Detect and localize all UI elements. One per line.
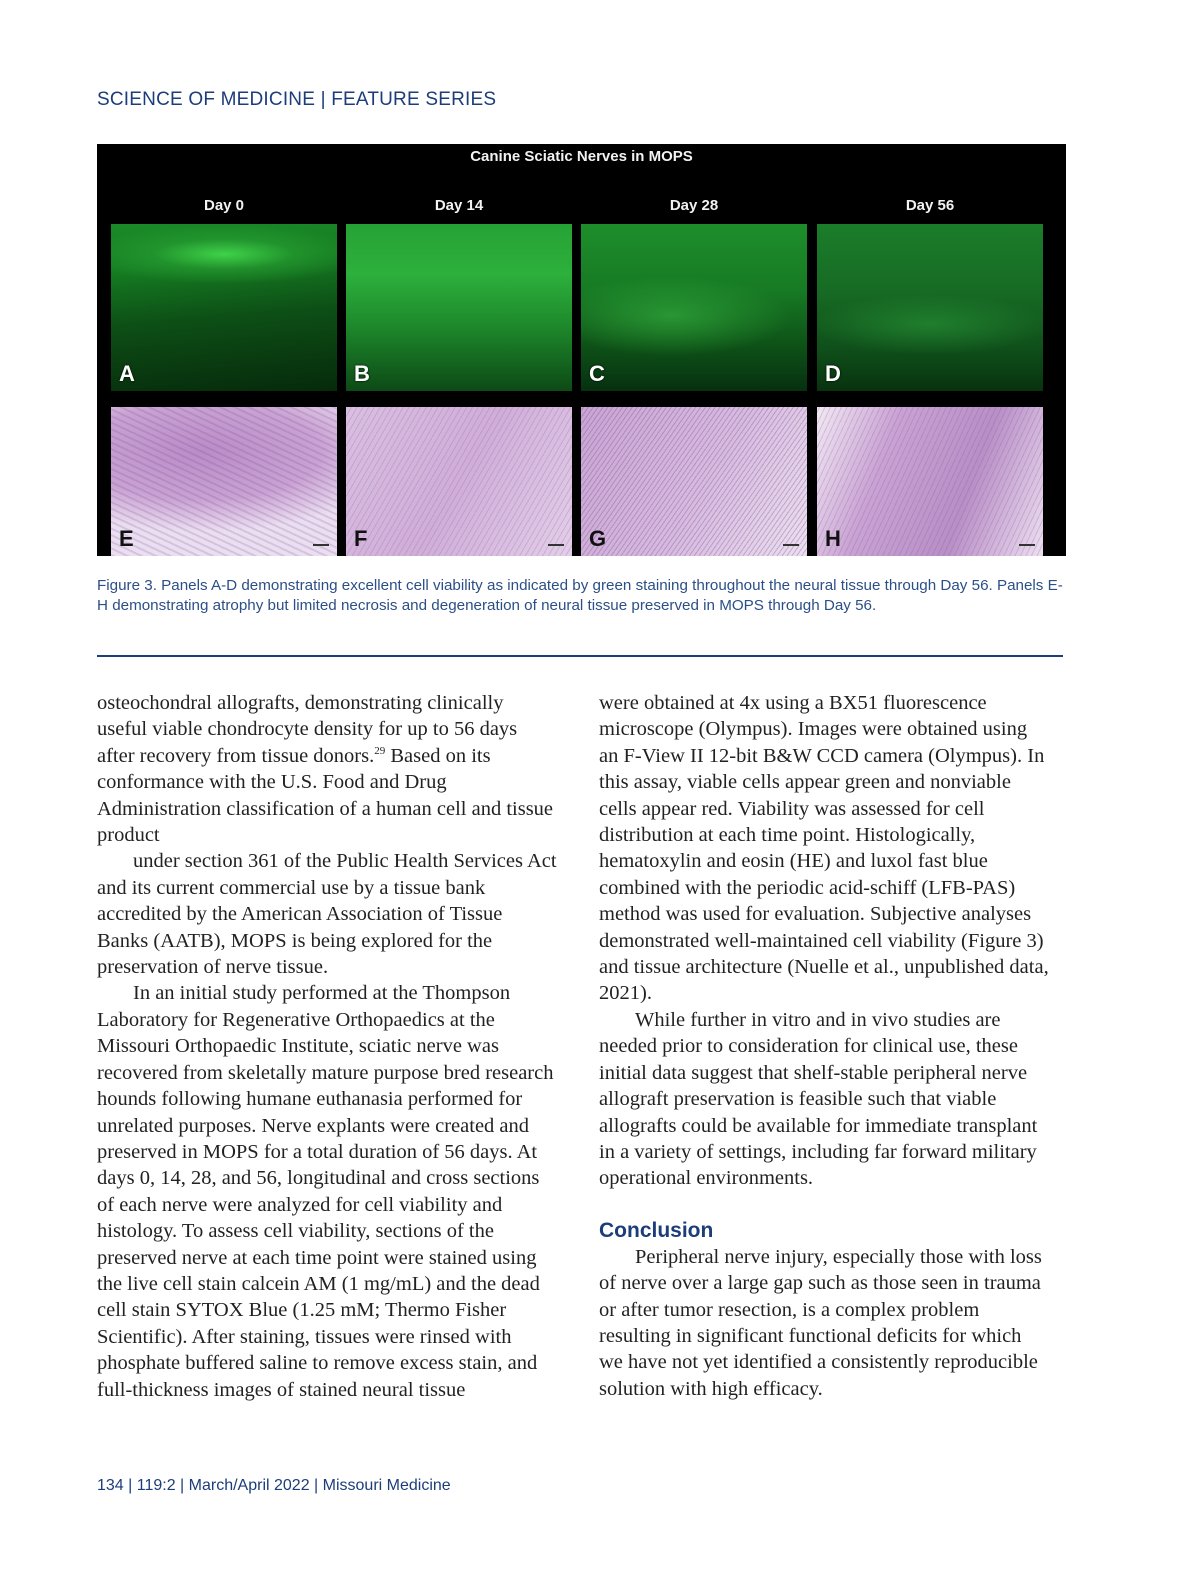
page-footer: 134 | 119:2 | March/April 2022 | Missouri Medicine bbox=[97, 1477, 451, 1494]
day-label-56: Day 56 bbox=[905, 197, 955, 214]
citation-superscript: 29 bbox=[374, 744, 386, 757]
panel-label: D bbox=[825, 361, 841, 386]
scale-bar bbox=[1019, 544, 1035, 546]
day-label-28: Day 28 bbox=[669, 197, 719, 214]
panel-b-fluorescence bbox=[346, 224, 572, 391]
paragraph: were obtained at 4x using a BX51 fluorescence microscope (Olympus). Images were obtained using an F-View II 12-bit B&W CCD camera (Olympus). In this assay, viable cells appear green and nonviable cells appear red. Viability was assessed for cell distribution at each time point. Histologically, hematoxylin and eosin (HE) and luxol fast blue combined with the periodic acid-schiff (LFB-PAS) method was used for evaluation. Subjective analyses demonstrated well-maintained cell viability (Figure 3) and tissue architecture (Nuelle et al., unpublished data, 2021). bbox=[599, 692, 1049, 1005]
figure-3 bbox=[97, 144, 1066, 556]
figure-caption: Figure 3. Panels A-D demonstrating excellent cell viability as indicated by green staining throughout the neural tissue through Day 56. Panels E-H demonstrating atrophy but limited necrosis and degeneration of neural tissue preserved in MOPS through Day 56. bbox=[97, 577, 1063, 614]
panel-c-fluorescence bbox=[581, 224, 807, 391]
paragraph-text: osteochondral allografts, demonstrating clinically useful viable chondrocyte density for up to 56 days after recovery from tissue donors. bbox=[97, 692, 518, 767]
panel-f-histology bbox=[346, 407, 572, 556]
panel-label: G bbox=[589, 526, 607, 551]
paragraph: In an initial study performed at the Thompson Laboratory for Regenerative Orthopaedics at the Missouri Orthopaedic Institute, sciatic nerve was recovered from skeletally mature purpose bred research hounds following humane euthanasia performed for unrelated purposes. Nerve explants were created and preserved in MOPS for a total duration of 56 days. At days 0, 14, 28, and 56, longitudinal and cross sections of each nerve were analyzed for cell viability and histology. To assess cell viability, sections of the preserved nerve at each time point were stained using the live cell stain calcein AM (1 mg/mL) and the dead cell stain SYTOX Blue (1.25 mM; Thermo Fisher Scientific). After staining, tissues were rinsed with phosphate buffered saline to remove excess stain, and full-thickness images of stained neural tissue bbox=[97, 982, 554, 1401]
paragraph: under section 361 of the Public Health Services Act and its current commercial use by a tissue bank accredited by the American Association of Tissue Banks (AATB), MOPS is being explored for the preservation of nerve tissue. bbox=[97, 850, 557, 979]
day-label-14: Day 14 bbox=[434, 197, 484, 214]
paragraph: While further in vitro and in vivo studies are needed prior to consideration for clinical use, these initial data suggest that shelf-stable peripheral nerve allograft preservation is feasible such that viable allografts could be available for immediate transplant in a variety of settings, including far forward military operational environments. bbox=[599, 1008, 1038, 1190]
panel-label: C bbox=[589, 361, 605, 386]
left-column bbox=[97, 690, 557, 1403]
day-label-0: Day 0 bbox=[203, 197, 245, 214]
panel-a-fluorescence bbox=[111, 224, 337, 391]
divider bbox=[97, 655, 1063, 657]
panel-label: B bbox=[354, 361, 370, 386]
scale-bar bbox=[313, 544, 329, 546]
running-head: SCIENCE OF MEDICINE | FEATURE SERIES bbox=[97, 89, 497, 110]
panel-d-fluorescence bbox=[817, 224, 1043, 391]
panel-e-histology bbox=[111, 407, 337, 556]
right-column bbox=[599, 690, 1049, 1402]
section-heading-conclusion: Conclusion bbox=[599, 1218, 714, 1242]
panel-label: H bbox=[825, 526, 841, 551]
scale-bar bbox=[783, 544, 799, 546]
panel-g-histology bbox=[581, 407, 807, 556]
paragraph-text: Based on its conformance with the U.S. Food and Drug Administration classification of a human cell and tissue product bbox=[97, 744, 554, 847]
panel-label: A bbox=[119, 361, 135, 386]
panel-label: E bbox=[119, 526, 134, 551]
scale-bar bbox=[548, 544, 564, 546]
panel-h-histology bbox=[817, 407, 1043, 556]
panel-label: F bbox=[354, 526, 368, 551]
figure-title: Canine Sciatic Nerves in MOPS bbox=[470, 148, 693, 165]
paragraph bbox=[97, 690, 557, 848]
paragraph: Peripheral nerve injury, especially those with loss of nerve over a large gap such as those seen in trauma or after tumor resection, is a complex problem resulting in significant functional deficits for which we have not yet identified a consistently reproducible solution with high efficacy. bbox=[599, 1245, 1042, 1400]
